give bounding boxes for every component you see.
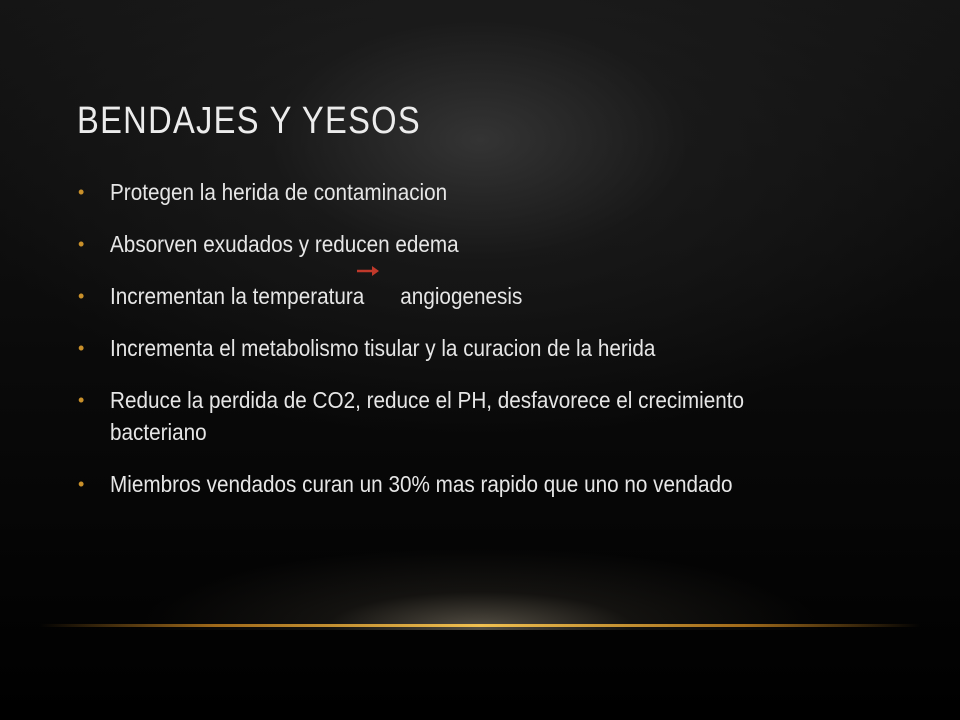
bullet-text: Miembros vendados curan un 30% mas rapido que uno no vendado — [110, 471, 733, 497]
slide-title: BENDAJES Y YESOS — [77, 100, 421, 142]
bullet-dot-icon: • — [78, 338, 85, 358]
bullet-item — [78, 228, 908, 260]
bullet-dot-icon: • — [78, 182, 85, 202]
bullet-text-before: Incrementan la temperatura — [110, 283, 365, 309]
bullet-dot-icon: • — [78, 390, 85, 410]
bullet-dot-icon: • — [78, 286, 85, 306]
bullet-item — [78, 468, 908, 500]
bullet-text: Incrementa el metabolismo tisular y la curacion de la herida — [110, 335, 656, 361]
right-arrow-icon — [356, 265, 380, 277]
bullet-text: Protegen la herida de contaminacion — [110, 179, 448, 205]
bullet-text: Reduce la perdida de CO2, reduce el PH, desfavorece el crecimiento bacteriano — [110, 387, 744, 445]
bullet-item — [78, 384, 908, 448]
bullet-item — [78, 332, 908, 364]
bullet-dot-icon: • — [78, 234, 85, 254]
bullet-item — [78, 176, 908, 208]
bullet-list — [78, 176, 908, 520]
bullet-text: Absorven exudados y reducen edema — [110, 231, 459, 257]
bullet-text-after: angiogenesis — [400, 283, 523, 309]
bullet-dot-icon: • — [78, 474, 85, 494]
accent-line — [40, 624, 920, 627]
bullet-text — [110, 280, 830, 312]
bottom-glow — [80, 540, 880, 630]
bullet-item — [78, 280, 908, 312]
